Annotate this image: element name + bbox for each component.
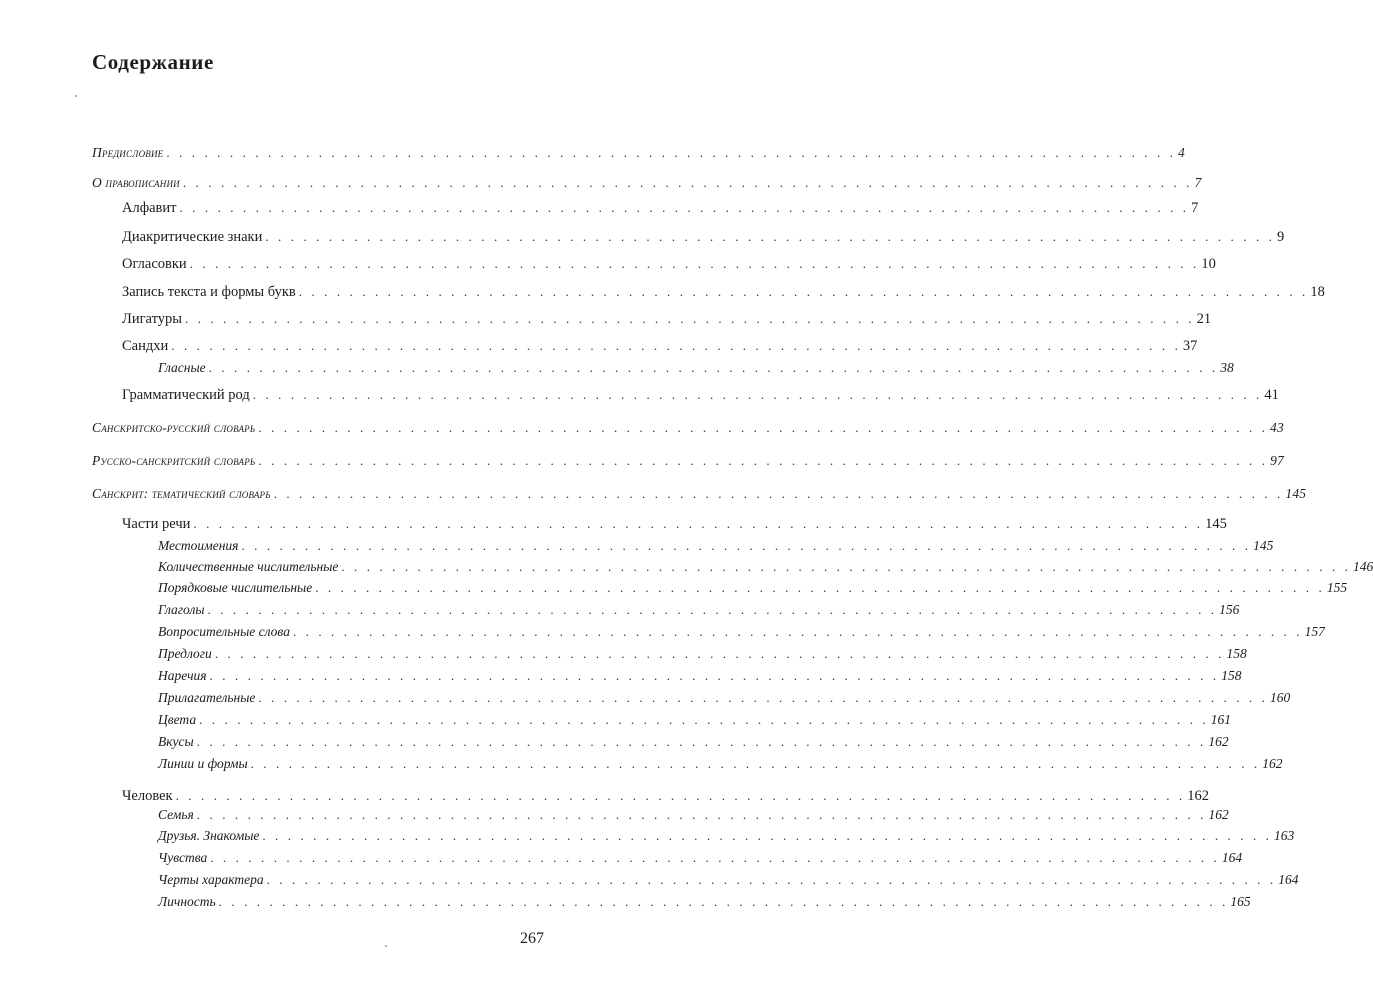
- toc-entry-page: 18: [1310, 284, 1325, 300]
- dot-leader: . . . . . . . . . . . . . . . . . . . . . . . . . . . . . . . . . . . . . . . . . . . . . . . . . . . . . . . . . . . . . . . . . . . . . . . . . . . . . . . .: [166, 145, 1177, 160]
- toc-entry-page: 161: [1210, 712, 1231, 727]
- page-number: 267: [520, 930, 544, 947]
- toc-entry[interactable]: [158, 849, 1243, 867]
- dot-leader: . . . . . . . . . . . . . . . . . . . . . . . . . . . . . . . . . . . . . . . . . . . . . . . . . . . . . . . . . . . . . . . . . . . . . . . . . . . . . . . .: [208, 360, 1219, 375]
- dot-leader: . . . . . . . . . . . . . . . . . . . . . . . . . . . . . . . . . . . . . . . . . . . . . . . . . . . . . . . . . . . . . . . . . . . . . . . . . . . . . . . .: [189, 256, 1200, 271]
- toc-entry-label: Семья: [158, 807, 194, 822]
- toc-entry[interactable]: [122, 255, 1216, 273]
- toc-entry-label: Количественные числительные: [158, 559, 339, 574]
- dot-leader: . . . . . . . . . . . . . . . . . . . . . . . . . . . . . . . . . . . . . . . . . . . . . . . . . . . . . . . . . . . . . . . . . . . . . . . . . . . . . . . .: [341, 559, 1351, 574]
- toc-entry-label: Лигатуры: [122, 311, 182, 327]
- paper-speck: [75, 95, 77, 97]
- toc-entry-page: 162: [1262, 756, 1283, 771]
- toc-entry-page: 43: [1270, 420, 1284, 435]
- toc-entry[interactable]: [158, 537, 1274, 555]
- toc-entry-label: Глаголы: [158, 602, 205, 617]
- toc-entry-page: 158: [1221, 668, 1242, 683]
- toc-entry[interactable]: [158, 601, 1240, 619]
- toc-entry[interactable]: [92, 419, 1284, 437]
- toc-entry[interactable]: [122, 228, 1285, 246]
- toc-entry-label: Части речи: [122, 516, 191, 532]
- toc-entry[interactable]: [92, 144, 1185, 162]
- dot-leader: . . . . . . . . . . . . . . . . . . . . . . . . . . . . . . . . . . . . . . . . . . . . . . . . . . . . . . . . . . . . . . . . . . . . . . . . . . . . . . . .: [218, 894, 1229, 909]
- toc-entry-label: Предисловие: [92, 145, 164, 160]
- dot-leader: . . . . . . . . . . . . . . . . . . . . . . . . . . . . . . . . . . . . . . . . . . . . . . . . . . . . . . . . . . . . . . . . . . . . . . . . . . . . . . . .: [250, 756, 1261, 771]
- toc-entry-page: 145: [1205, 516, 1227, 532]
- toc-entry-page: 156: [1219, 602, 1240, 617]
- toc-entry-page: 97: [1270, 453, 1284, 468]
- dot-leader: . . . . . . . . . . . . . . . . . . . . . . . . . . . . . . . . . . . . . . . . . . . . . . . . . . . . . . . . . . . . . . . . . . . . . . . . . . . . . . . .: [207, 602, 1218, 617]
- toc-entry-page: 4: [1178, 145, 1185, 160]
- toc-entry[interactable]: [122, 386, 1279, 404]
- toc-entry-label: Порядковые числительные: [158, 580, 313, 595]
- toc-entry[interactable]: [122, 310, 1212, 328]
- toc-entry-label: Местоимения: [158, 538, 239, 553]
- toc-entry[interactable]: [122, 337, 1198, 355]
- toc-entry[interactable]: [122, 283, 1325, 301]
- dot-leader: . . . . . . . . . . . . . . . . . . . . . . . . . . . . . . . . . . . . . . . . . . . . . . . . . . . . . . . . . . . . . . . . . . . . . . . . . . . . . . . .: [241, 538, 1252, 553]
- toc-entry[interactable]: [122, 787, 1209, 805]
- toc-entry-label: Цвета: [158, 712, 197, 727]
- toc-entry-label: Наречия: [158, 668, 207, 683]
- toc-entry-page: 162: [1208, 807, 1229, 822]
- toc-entry-page: 7: [1191, 200, 1199, 216]
- dot-leader: . . . . . . . . . . . . . . . . . . . . . . . . . . . . . . . . . . . . . . . . . . . . . . . . . . . . . . . . . . . . . . . . . . . . . . . . . . . . . . . .: [175, 788, 1186, 803]
- toc-entry[interactable]: [158, 893, 1251, 911]
- toc-entry-label: Запись текста и формы букв: [122, 284, 296, 300]
- toc-entry-label: Алфавит: [122, 200, 177, 216]
- toc-entry[interactable]: [158, 755, 1283, 773]
- dot-leader: . . . . . . . . . . . . . . . . . . . . . . . . . . . . . . . . . . . . . . . . . . . . . . . . . . . . . . . . . . . . . . . . . . . . . . . . . . . . . . . .: [315, 580, 1325, 595]
- dot-leader: . . . . . . . . . . . . . . . . . . . . . . . . . . . . . . . . . . . . . . . . . . . . . . . . . . . . . . . . . . . . . . . . . . . . . . . . . . . . . . . .: [258, 690, 1268, 705]
- toc-entry-page: 160: [1270, 690, 1291, 705]
- toc-entry-label: Линии и формы: [158, 756, 248, 771]
- toc-entry-label: Сандхи: [122, 338, 169, 354]
- toc-entry[interactable]: [158, 871, 1299, 889]
- dot-leader: . . . . . . . . . . . . . . . . . . . . . . . . . . . . . . . . . . . . . . . . . . . . . . . . . . . . . . . . . . . . . . . . . . . . . . . . . . . . . . . .: [298, 284, 1309, 299]
- toc-entry-label: Диакритические знаки: [122, 229, 263, 245]
- dot-leader: . . . . . . . . . . . . . . . . . . . . . . . . . . . . . . . . . . . . . . . . . . . . . . . . . . . . . . . . . . . . . . . . . . . . . . . . . . . . . . . .: [258, 420, 1269, 435]
- toc-entry[interactable]: [158, 806, 1229, 824]
- toc-entry-label: Личность: [158, 894, 216, 909]
- toc-entry-page: 38: [1220, 360, 1234, 375]
- toc-entry-label: Черты характера: [158, 872, 264, 887]
- toc-entry[interactable]: [92, 174, 1202, 192]
- toc-entry-label: Человек: [122, 788, 173, 804]
- toc-entry-label: Предлоги: [158, 646, 212, 661]
- toc-entry[interactable]: [158, 359, 1234, 377]
- toc-entry[interactable]: [122, 199, 1199, 217]
- toc-entry[interactable]: [158, 558, 1373, 576]
- dot-leader: . . . . . . . . . . . . . . . . . . . . . . . . . . . . . . . . . . . . . . . . . . . . . . . . . . . . . . . . . . . . . . . . . . . . . . . . . . . . . . . .: [273, 486, 1284, 501]
- toc-entry-page: 162: [1187, 788, 1209, 804]
- toc-entry-label: Грамматический род: [122, 387, 250, 403]
- toc-entry-label: Санскритско-русский словарь: [92, 420, 256, 435]
- toc-entry-page: 146: [1353, 559, 1373, 574]
- dot-leader: . . . . . . . . . . . . . . . . . . . . . . . . . . . . . . . . . . . . . . . . . . . . . . . . . . . . . . . . . . . . . . . . . . . . . . . . . . . . . . . .: [196, 807, 1207, 822]
- toc-entry-page: 155: [1326, 580, 1348, 595]
- toc-entry[interactable]: [122, 515, 1227, 533]
- toc-entry-label: О правописании: [92, 175, 180, 190]
- toc-entry-page: 21: [1196, 311, 1212, 327]
- toc-entry-page: 145: [1253, 538, 1274, 553]
- toc-entry[interactable]: [92, 452, 1284, 470]
- dot-leader: . . . . . . . . . . . . . . . . . . . . . . . . . . . . . . . . . . . . . . . . . . . . . . . . . . . . . . . . . . . . . . . . . . . . . . . . . . . . . . . .: [262, 828, 1272, 843]
- dot-leader: . . . . . . . . . . . . . . . . . . . . . . . . . . . . . . . . . . . . . . . . . . . . . . . . . . . . . . . . . . . . . . . . . . . . . . . . . . . . . . . .: [182, 175, 1193, 190]
- toc-entry-page: 7: [1194, 175, 1202, 190]
- toc-entry-label: Вопросительные слова: [158, 624, 290, 639]
- dot-leader: . . . . . . . . . . . . . . . . . . . . . . . . . . . . . . . . . . . . . . . . . . . . . . . . . . . . . . . . . . . . . . . . . . . . . . . . . . . . . . . .: [196, 734, 1207, 749]
- toc-entry-page: 164: [1221, 850, 1243, 865]
- toc-entry[interactable]: [158, 645, 1247, 663]
- toc-entry[interactable]: [158, 827, 1295, 845]
- paper-speck: [385, 945, 387, 947]
- toc-entry-page: 162: [1208, 734, 1229, 749]
- toc-entry[interactable]: [92, 485, 1307, 503]
- page-title: Содержание: [92, 50, 214, 74]
- toc-entry[interactable]: [158, 667, 1242, 685]
- toc-entry-page: 164: [1278, 872, 1299, 887]
- dot-leader: . . . . . . . . . . . . . . . . . . . . . . . . . . . . . . . . . . . . . . . . . . . . . . . . . . . . . . . . . . . . . . . . . . . . . . . . . . . . . . . .: [179, 200, 1190, 215]
- toc-entry-label: Чувства: [158, 850, 208, 865]
- dot-leader: . . . . . . . . . . . . . . . . . . . . . . . . . . . . . . . . . . . . . . . . . . . . . . . . . . . . . . . . . . . . . . . . . . . . . . . . . . . . . . . .: [210, 850, 1220, 865]
- toc-entry-label: Огласовки: [122, 256, 187, 272]
- toc-entry-page: 145: [1285, 486, 1307, 501]
- toc-entry-label: Гласные: [158, 360, 206, 375]
- dot-leader: . . . . . . . . . . . . . . . . . . . . . . . . . . . . . . . . . . . . . . . . . . . . . . . . . . . . . . . . . . . . . . . . . . . . . . . . . . . . . . . .: [214, 646, 1225, 661]
- dot-leader: . . . . . . . . . . . . . . . . . . . . . . . . . . . . . . . . . . . . . . . . . . . . . . . . . . . . . . . . . . . . . . . . . . . . . . . . . . . . . . . .: [292, 624, 1303, 639]
- toc-entry-label: Вкусы: [158, 734, 194, 749]
- dot-leader: . . . . . . . . . . . . . . . . . . . . . . . . . . . . . . . . . . . . . . . . . . . . . . . . . . . . . . . . . . . . . . . . . . . . . . . . . . . . . . . .: [266, 872, 1277, 887]
- dot-leader: . . . . . . . . . . . . . . . . . . . . . . . . . . . . . . . . . . . . . . . . . . . . . . . . . . . . . . . . . . . . . . . . . . . . . . . . . . . . . . . .: [209, 668, 1220, 683]
- dot-leader: . . . . . . . . . . . . . . . . . . . . . . . . . . . . . . . . . . . . . . . . . . . . . . . . . . . . . . . . . . . . . . . . . . . . . . . . . . . . . . . .: [258, 453, 1269, 468]
- toc-entry-label: Прилагательные: [158, 690, 256, 705]
- toc-entry-label: Русско-санскритский словарь: [92, 453, 256, 468]
- toc-entry-page: 157: [1304, 624, 1325, 639]
- dot-leader: . . . . . . . . . . . . . . . . . . . . . . . . . . . . . . . . . . . . . . . . . . . . . . . . . . . . . . . . . . . . . . . . . . . . . . . . . . . . . . . .: [171, 338, 1181, 353]
- toc-entry[interactable]: [158, 623, 1325, 641]
- toc-entry[interactable]: [158, 733, 1229, 751]
- toc-entry[interactable]: [158, 711, 1231, 729]
- toc-entry-page: 158: [1226, 646, 1247, 661]
- dot-leader: . . . . . . . . . . . . . . . . . . . . . . . . . . . . . . . . . . . . . . . . . . . . . . . . . . . . . . . . . . . . . . . . . . . . . . . . . . . . . . . .: [199, 712, 1209, 727]
- toc-entry-page: 10: [1201, 256, 1216, 272]
- toc-entry-page: 163: [1274, 828, 1295, 843]
- toc-entry-page: 41: [1264, 387, 1279, 403]
- toc-entry-page: 165: [1230, 894, 1251, 909]
- toc-entry[interactable]: [158, 689, 1291, 707]
- toc-entry-label: Друзья. Знакомые: [158, 828, 260, 843]
- toc-entry[interactable]: [158, 579, 1348, 597]
- toc-entry-label: Санскрит: тематический словарь: [92, 486, 271, 501]
- dot-leader: . . . . . . . . . . . . . . . . . . . . . . . . . . . . . . . . . . . . . . . . . . . . . . . . . . . . . . . . . . . . . . . . . . . . . . . . . . . . . . . .: [193, 516, 1204, 531]
- dot-leader: . . . . . . . . . . . . . . . . . . . . . . . . . . . . . . . . . . . . . . . . . . . . . . . . . . . . . . . . . . . . . . . . . . . . . . . . . . . . . . . .: [265, 229, 1276, 244]
- toc-entry-page: 37: [1182, 338, 1198, 354]
- toc-entry-page: 9: [1277, 229, 1285, 245]
- dot-leader: . . . . . . . . . . . . . . . . . . . . . . . . . . . . . . . . . . . . . . . . . . . . . . . . . . . . . . . . . . . . . . . . . . . . . . . . . . . . . . . .: [252, 387, 1263, 402]
- dot-leader: . . . . . . . . . . . . . . . . . . . . . . . . . . . . . . . . . . . . . . . . . . . . . . . . . . . . . . . . . . . . . . . . . . . . . . . . . . . . . . . .: [185, 311, 1195, 326]
